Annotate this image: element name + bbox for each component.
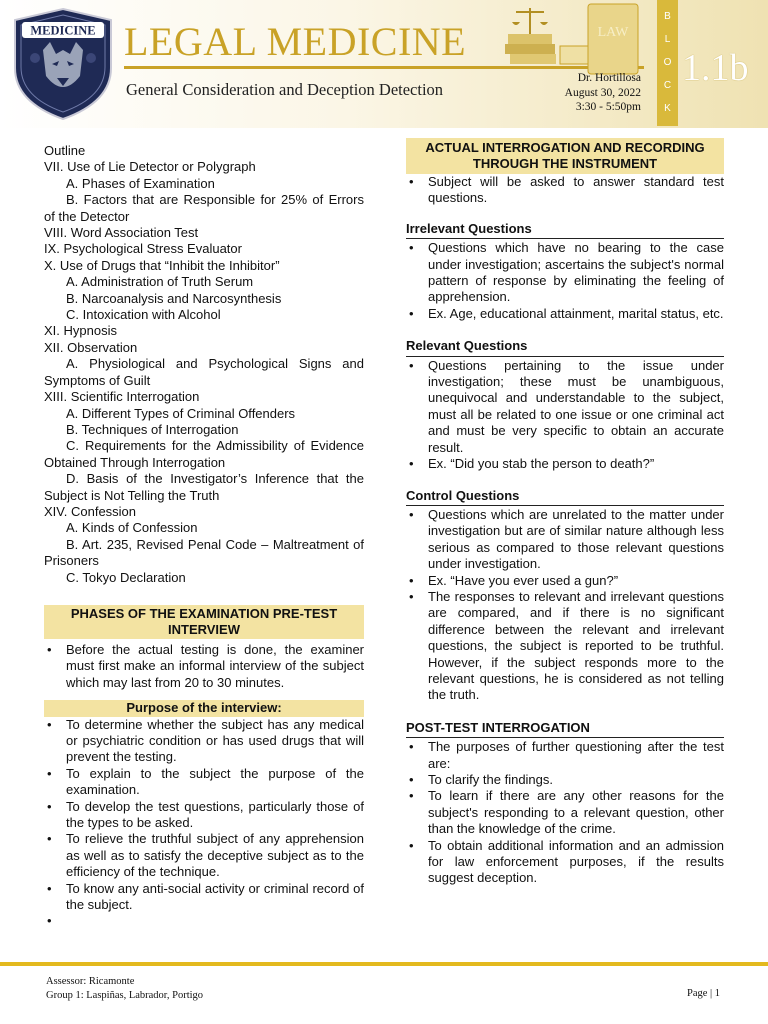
purpose-list: [44, 717, 364, 930]
outline-line-text: D. Basis of the Investigator’s Inference that the Subject is Not Telling the Truth: [44, 471, 364, 503]
irrelevant-list: [406, 240, 724, 322]
outline-line: C. Intoxication with Alcohol: [66, 307, 221, 323]
actual-interrogation-heading: ACTUAL INTERROGATION AND RECORDING THROUGH THE INSTRUMENT: [406, 138, 724, 174]
outline-line: A. Different Types of Criminal Offenders: [66, 405, 296, 421]
outline-line: A. Phases of Examination: [66, 175, 215, 191]
outline-line: C. Tokyo Declaration: [66, 569, 186, 585]
page-number: Page | 1: [686, 988, 720, 999]
irrelevant-questions-heading: Irrelevant Questions: [406, 221, 724, 239]
outline-line: VIII. Word Association Test: [44, 225, 199, 241]
block-label: [657, 0, 678, 126]
outline-line: XIV. Confession: [44, 503, 137, 519]
footer-credits: [46, 975, 203, 1003]
list-item: • To explain to the subject the purpose of the examination.: [44, 766, 364, 799]
outline-line: VII. Use of Lie Detector or Polygraph: [44, 159, 256, 175]
outline-line: XII. Observation: [44, 339, 138, 355]
group-members: Group 1: Laspiñas, Labrador, Portigo: [46, 990, 204, 1001]
control-list: [406, 507, 724, 704]
outline-line: [44, 471, 364, 504]
block-letter: C: [663, 79, 672, 91]
outline-line-text: A. Physiological and Psychological Signs and Symptoms of Guilt: [44, 356, 364, 388]
list-item: • To clarify the findings.: [406, 772, 724, 788]
list-item: • Subject will be asked to answer standard test questions.: [406, 174, 724, 207]
outline-line-text: C. Requirements for the Admissibility of Evidence Obtained Through Interrogation: [44, 438, 364, 470]
relevant-questions-heading: Relevant Questions: [406, 338, 724, 356]
list-item: • To know any anti-social activity or criminal record of the subject.: [44, 881, 364, 914]
outline-line: [44, 192, 364, 225]
lecture-info: [545, 71, 641, 115]
outline-line: [44, 438, 364, 471]
outline-line: A. Administration of Truth Serum: [66, 274, 254, 290]
outline-line: Outline: [44, 143, 86, 158]
phases-heading: PHASES OF THE EXAMINATION PRE-TEST INTERVIEW: [44, 605, 364, 639]
block-letter: O: [663, 56, 672, 68]
lecture-date: August 30, 2022: [564, 86, 641, 99]
document-title: LEGAL MEDICINE: [124, 19, 467, 64]
logo-text: MEDICINE: [30, 23, 96, 38]
block-letter: K: [664, 102, 671, 114]
list-item: • Ex. “Have you ever used a gun?”: [406, 573, 724, 589]
right-column: [406, 138, 724, 887]
list-item: • The purposes of further questioning after the test are:: [406, 739, 724, 772]
page-header: [0, 0, 768, 128]
post-test-list: [406, 739, 724, 887]
outline-line: [44, 356, 364, 389]
outline: [44, 143, 364, 586]
outline-line-text: B. Art. 235, Revised Penal Code – Maltreatment of Prisoners: [44, 536, 364, 569]
post-test-heading: POST-TEST INTERROGATION: [406, 720, 724, 738]
lecturer-name: Dr. Hortillosa: [577, 72, 641, 84]
list-item: • Questions which are unrelated to the matter under investigation but are of similar nature although less serious as compared to those relevant questions under investigation.: [406, 507, 724, 573]
left-column: [44, 143, 364, 929]
list-item: • To obtain additional information and an admission for law enforcement purposes, if the results suggest deception.: [406, 838, 724, 887]
document-subtitle: General Consideration and Deception Detection: [126, 80, 444, 99]
outline-line: B. Techniques of Interrogation: [66, 421, 239, 437]
outline-line: XIII. Scientific Interrogation: [44, 389, 200, 405]
purpose-heading: Purpose of the interview:: [44, 700, 364, 716]
footer-divider: [0, 962, 768, 966]
list-item: • To relieve the truthful subject of any apprehension as well as to satisfy the deceptive subject as to the efficiency of the technique.: [44, 831, 364, 880]
empty-list-item: [44, 913, 364, 929]
phases-list: [44, 642, 364, 691]
block-number: 1.1b: [682, 47, 749, 89]
outline-line-text: B. Factors that are Responsible for 25% of Errors of the Detector: [44, 192, 364, 224]
assessor: Assessor: Ricamonte: [46, 976, 135, 987]
list-item: • To learn if there are any other reasons for the subject's responding to a relevant question, other than the knowledge of the crime.: [406, 788, 724, 837]
list-item: • To determine whether the subject has any medical or psychiatric condition or has used drugs that will prevent the testing.: [44, 717, 364, 766]
list-item: • Questions pertaining to the issue under investigation; these must be unambiguous, unequivocal and understandable to the subject, must all be related to one issue or one criminal act and must be very specific to obtain an accurate result.: [406, 358, 724, 456]
actual-list: [406, 174, 724, 207]
list-item: • Ex. Age, educational attainment, marital status, etc.: [406, 306, 724, 322]
outline-line: [44, 537, 364, 570]
list-item: • To develop the test questions, particularly those of the types to be asked.: [44, 799, 364, 832]
outline-line: IX. Psychological Stress Evaluator: [44, 241, 242, 257]
relevant-list: [406, 358, 724, 473]
list-item: • Before the actual testing is done, the examiner must first make an informal interview of the subject which may last from 20 to 30 minutes.: [44, 642, 364, 691]
lecture-time: 3:30 - 5:50pm: [575, 101, 641, 113]
outline-line: A. Kinds of Confession: [66, 520, 198, 536]
list-item: • Questions which have no bearing to the case under investigation; ascertains the subject's normal pattern of response by eliminating the feeling of apprehension.: [406, 240, 724, 306]
outline-line: XI. Hypnosis: [44, 323, 117, 339]
list-item: • The responses to relevant and irrelevant questions are compared, and if there is no significant difference between the relevant and irrelevant questions, the subject is reported to be truthful. However, if the subject responds more to the relevant questions, he is considered as not telling the truth.: [406, 589, 724, 704]
outline-line: X. Use of Drugs that “Inhibit the Inhibitor”: [44, 257, 280, 273]
block-letter: B: [664, 11, 671, 23]
books-label: LAW: [597, 25, 629, 40]
block-letter: L: [664, 34, 671, 46]
control-questions-heading: Control Questions: [406, 488, 724, 506]
outline-line: B. Narcoanalysis and Narcosynthesis: [66, 290, 282, 306]
list-item: • Ex. “Did you stab the person to death?”: [406, 456, 724, 472]
medicine-logo-icon: [10, 6, 116, 122]
